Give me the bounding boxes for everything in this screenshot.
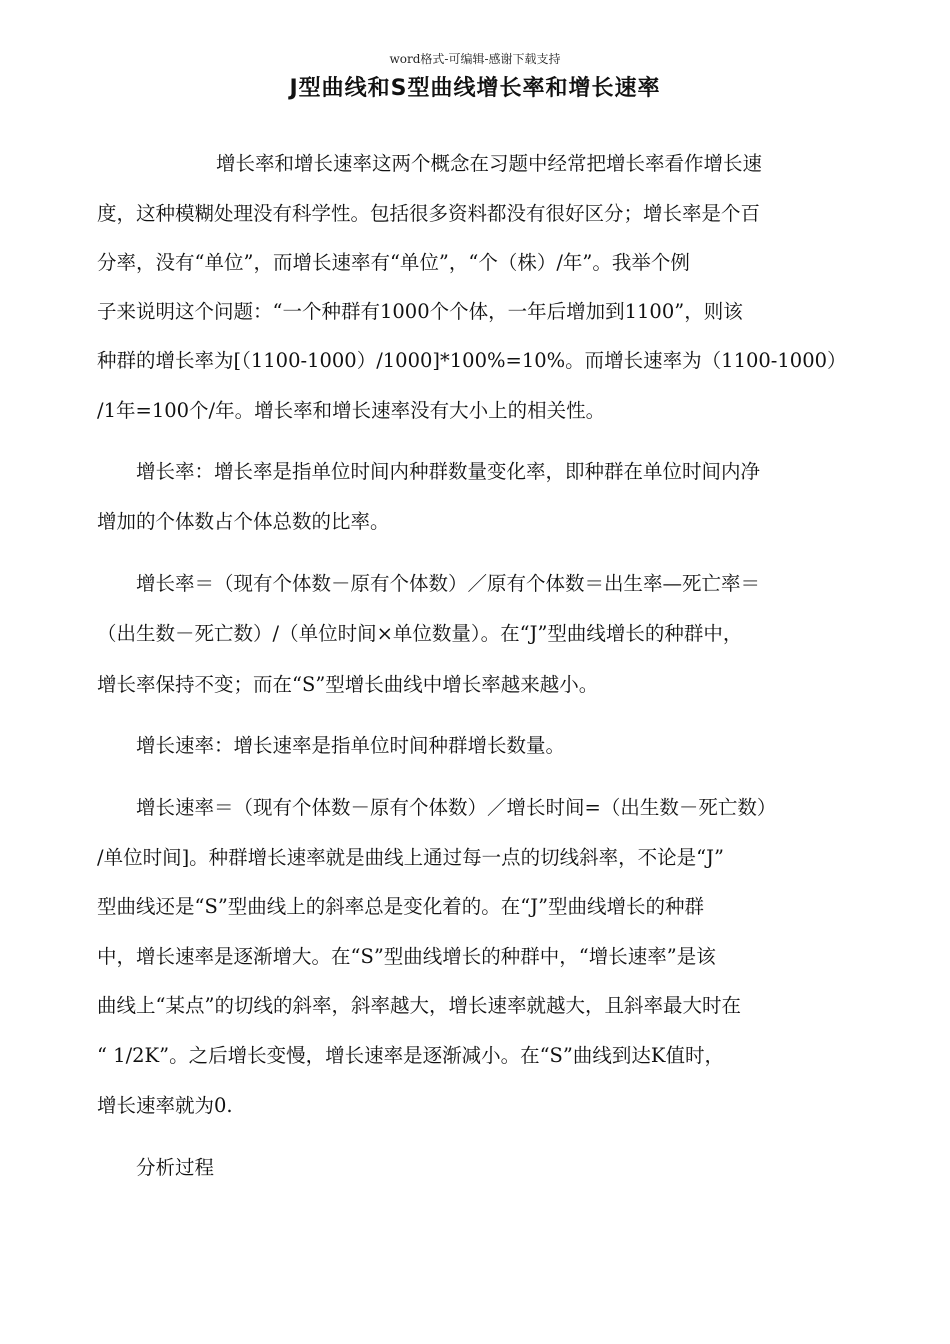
body-line: 分率，没有“单位”，而增长速率有“单位”，“个（株）/年”。我举个例: [97, 251, 690, 274]
body-line: 增长速率就为0.: [97, 1094, 233, 1117]
body-line: 增长率保持不变；而在“S”型增长曲线中增长率越来越小。: [97, 673, 599, 696]
body-line: 增长速率：增长速率是指单位时间种群增长数量。: [136, 734, 566, 757]
body-line: 增长率＝（现有个体数－原有个体数）／原有个体数＝出生率—死亡率＝: [136, 572, 761, 595]
body-line: /1年=100个/年。增长率和增长速率没有大小上的相关性。: [97, 399, 606, 422]
body-line: 增长率和增长速率这两个概念在习题中经常把增长率看作增长速: [216, 152, 763, 175]
body-line: 曲线上“某点”的切线的斜率，斜率越大，增长速率就越大，且斜率最大时在: [97, 994, 741, 1017]
body-line: 中，增长速率是逐渐增大。在“S”型曲线增长的种群中，“增长速率”是该: [97, 945, 716, 968]
body-line: /单位时间]。种群增长速率就是曲线上通过每一点的切线斜率，不论是“J”: [97, 846, 724, 869]
body-line: （出生数－死亡数）/（单位时间×单位数量）。在“J”型曲线增长的种群中，: [97, 622, 743, 645]
body-line: 种群的增长率为[（1100-1000）/1000]*100%=10%。而增长速率为（1100-1000）: [97, 349, 847, 372]
body-line: 度，这种模糊处理没有科学性。包括很多资料都没有很好区分；增长率是个百: [97, 202, 761, 225]
section-heading: 分析过程: [136, 1156, 215, 1179]
document-title: J型曲线和S型曲线增长率和增长速率: [289, 76, 661, 101]
body-line: 增加的个体数占个体总数的比率。: [97, 510, 390, 533]
body-line: 增长速率＝（现有个体数－原有个体数）／增长时间=（出生数－死亡数）: [136, 796, 777, 819]
body-line: “ 1/2K”。之后增长变慢，增长速率是逐渐减小。在“S”曲线到达K值时，: [97, 1044, 724, 1067]
body-line: 型曲线还是“S”型曲线上的斜率总是变化着的。在“J”型曲线增长的种群: [97, 895, 705, 918]
body-line: 增长率：增长率是指单位时间内种群数量变化率，即种群在单位时间内净: [136, 460, 761, 483]
header-note: word格式-可编辑-感谢下载支持: [389, 52, 561, 66]
body-line: 子来说明这个问题：“一个种群有1000个个体，一年后增加到1100”，则该: [97, 300, 743, 323]
